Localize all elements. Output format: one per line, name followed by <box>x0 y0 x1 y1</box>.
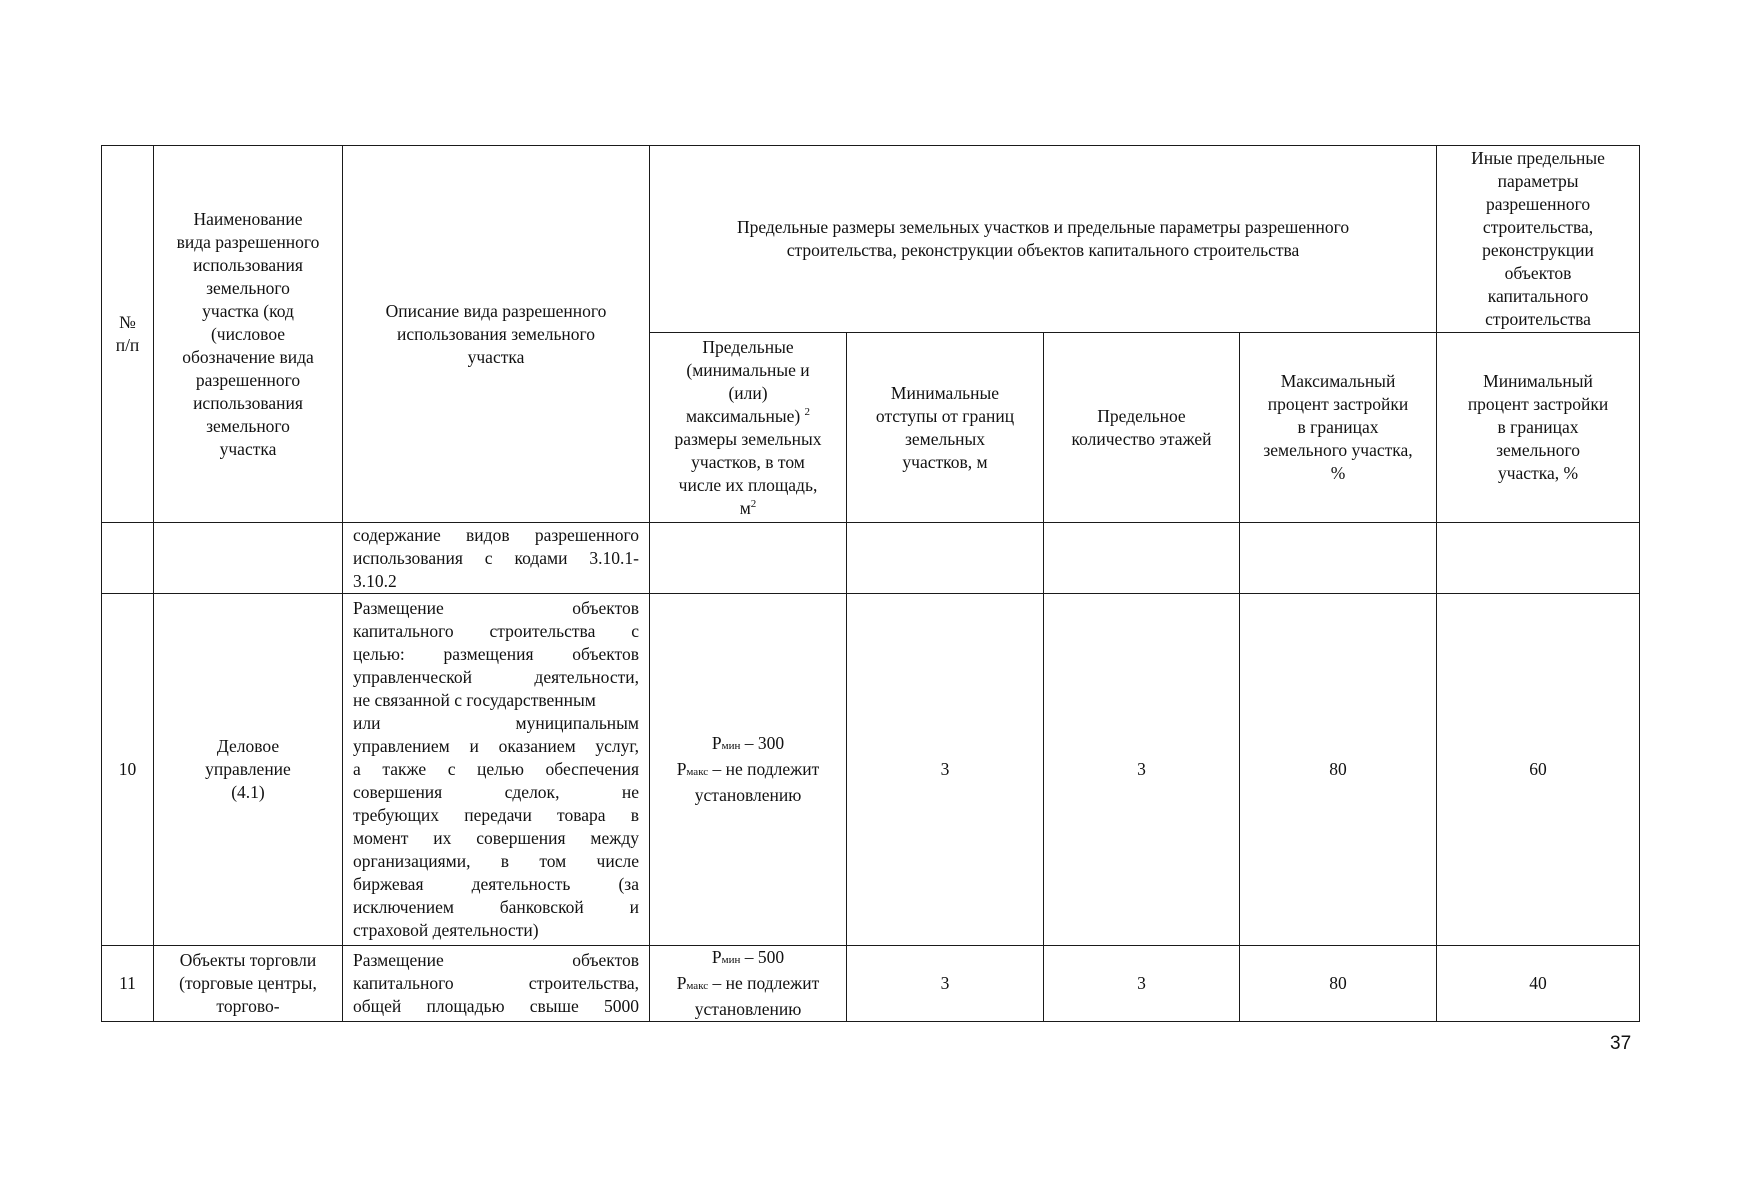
size-tail: установлению <box>694 785 802 805</box>
header-desc-line: Описание вида разрешенного <box>385 300 607 321</box>
row-name-line: торгово- <box>216 996 280 1016</box>
header-max-pct-line: % <box>1330 463 1346 483</box>
desc-line: общей площадью свыше 5000 <box>353 996 639 1016</box>
size-max <box>654 758 842 784</box>
row-no: 10 <box>102 594 154 946</box>
size-min-sub: мин <box>721 954 741 966</box>
size-min <box>654 946 842 972</box>
size-max-value: – не подлежит <box>708 973 820 993</box>
desc-line: капитального строительства, <box>353 973 639 993</box>
header-size-line: (минимальные и <box>686 359 810 380</box>
row-name <box>154 946 343 1022</box>
size-max-sub: макс <box>686 766 709 778</box>
header-size-line: размеры земельных <box>674 428 822 449</box>
size-min-value: – 500 <box>740 947 785 967</box>
desc-line: капитального строительства с <box>353 621 639 641</box>
header-min-pct-line: в границах <box>1497 417 1579 437</box>
header-other-line: Иные предельные <box>1471 148 1605 168</box>
row-desc <box>343 594 650 946</box>
header-no-line: № <box>119 312 136 332</box>
header-row-1 <box>102 146 1640 333</box>
size-min <box>654 732 842 758</box>
desc-line: страховой деятельности) <box>353 920 539 940</box>
header-desc <box>343 146 650 523</box>
desc-line: исключением банковской и <box>353 897 639 917</box>
row-setback: 3 <box>847 594 1044 946</box>
header-name-line: участка <box>219 438 277 459</box>
row-min-pct: 40 <box>1437 946 1640 1022</box>
row-size <box>650 594 847 946</box>
desc-line: 3.10.2 <box>353 570 397 591</box>
header-group-other <box>1437 146 1640 333</box>
desc-line: биржевая деятельность (за <box>353 874 639 894</box>
header-size-text: максимальные) <box>685 405 801 426</box>
size-min-label: Р <box>711 733 722 753</box>
desc-line: или муниципальным <box>353 713 639 733</box>
row-name <box>154 523 343 594</box>
header-name-line: разрешенного <box>195 369 301 390</box>
header-size-line: участков, в том <box>691 451 805 472</box>
desc-line: Размещение объектов <box>353 950 639 970</box>
header-setback-line: отступы от границ <box>875 405 1015 426</box>
header-desc-line: использования земельного <box>396 323 596 344</box>
page-number: 37 <box>1610 1033 1632 1054</box>
header-min-pct-line: Минимальный <box>1483 371 1593 391</box>
header-group-line: Предельные размеры земельных участков и предельные параметры разрешенного <box>736 217 1350 237</box>
desc-line: целью: размещения объектов <box>353 644 639 664</box>
size-min-value: – 300 <box>740 733 785 753</box>
row-desc <box>343 946 650 1022</box>
desc-line: Размещение объектов <box>353 598 639 618</box>
header-no-line: п/п <box>115 335 140 355</box>
header-max-pct-line: в границах <box>1297 417 1379 437</box>
row-min-pct <box>1437 523 1640 594</box>
desc-line: а также с целью обеспечения <box>353 759 639 779</box>
header-setback <box>847 333 1044 523</box>
row-size <box>650 523 847 594</box>
table-row <box>102 594 1640 946</box>
header-max-pct <box>1240 333 1437 523</box>
size-max-value: – не подлежит <box>708 759 820 779</box>
row-name-line: управление <box>205 759 291 779</box>
desc-line: организациями, в том числе <box>353 851 639 871</box>
header-size-line <box>654 497 842 520</box>
desc-line: не связанной с государственным <box>353 690 596 710</box>
row-name-line: (4.1) <box>231 782 265 802</box>
size-max <box>654 972 842 998</box>
header-other-line: разрешенного <box>1485 194 1591 214</box>
size-max-sub: макс <box>686 980 709 992</box>
header-max-pct-line: Максимальный <box>1280 371 1396 391</box>
desc-line: управленческой деятельности, <box>353 667 639 687</box>
header-floors-line: количество этажей <box>1071 428 1212 449</box>
row-name <box>154 594 343 946</box>
header-other-line: реконструкции <box>1482 240 1594 260</box>
row-max-pct: 80 <box>1240 594 1437 946</box>
row-min-pct: 60 <box>1437 594 1640 946</box>
row-name-line: Объекты торговли <box>179 950 317 970</box>
desc-line: содержание видов разрешенного <box>353 524 639 545</box>
header-other-line: капитального <box>1487 286 1589 306</box>
header-name-line: земельного <box>206 415 290 436</box>
unit-exponent: 2 <box>750 497 757 510</box>
header-min-pct-line: земельного <box>1496 440 1580 460</box>
size-min-sub: мин <box>721 740 741 752</box>
header-setback-line: земельных <box>904 428 986 449</box>
header-name-line: Наименование <box>193 208 303 229</box>
desc-line: момент их совершения между <box>353 828 639 848</box>
desc-line: использования с кодами 3.10.1- <box>353 547 639 568</box>
header-setback-line: участков, м <box>902 451 988 472</box>
size-tail: установлению <box>694 999 802 1019</box>
desc-line: требующих передачи товара в <box>353 805 639 825</box>
header-max-pct-line: земельного участка, <box>1263 440 1413 460</box>
row-floors <box>1044 523 1240 594</box>
header-group-limits <box>650 146 1437 333</box>
row-floors: 3 <box>1044 594 1240 946</box>
desc-line: совершения сделок, не <box>353 782 639 802</box>
table-row <box>102 523 1640 594</box>
header-min-pct-line: процент застройки <box>1467 394 1609 414</box>
header-other-line: параметры <box>1497 171 1579 191</box>
header-size-line: (или) <box>728 382 768 403</box>
size-max-label: Р <box>676 973 687 993</box>
header-size-line: числе их площадь, <box>678 474 818 495</box>
header-floors-line: Предельное <box>1097 405 1186 426</box>
header-no <box>102 146 154 523</box>
header-min-pct-line: участка, % <box>1497 463 1579 483</box>
table-row <box>102 946 1640 1022</box>
footnote-marker: 2 <box>804 405 811 418</box>
header-size-line <box>654 405 842 428</box>
header-group-line: строительства, реконструкции объектов капитального строительства <box>786 240 1300 260</box>
row-max-pct <box>1240 523 1437 594</box>
desc-line: управлением и оказанием услуг, <box>353 736 639 756</box>
row-size <box>650 946 847 1022</box>
land-use-table <box>101 145 1640 1022</box>
header-setback-line: Минимальные <box>890 382 1000 403</box>
row-name-line: Деловое <box>216 736 280 756</box>
header-other-line: объектов <box>1504 263 1572 283</box>
header-size <box>650 333 847 523</box>
row-floors: 3 <box>1044 946 1240 1022</box>
header-size-unit: м <box>739 497 751 518</box>
row-setback: 3 <box>847 946 1044 1022</box>
header-other-line: строительства, <box>1482 217 1594 237</box>
row-no <box>102 523 154 594</box>
header-name-line: использования <box>193 254 303 275</box>
header-name-line: (числовое <box>210 323 286 344</box>
row-desc <box>343 523 650 594</box>
header-floors <box>1044 333 1240 523</box>
header-name-line: участка (код <box>202 300 294 321</box>
size-min-label: Р <box>711 947 722 967</box>
size-max-label: Р <box>676 759 687 779</box>
header-name-line: обозначение вида <box>182 346 314 367</box>
header-other-line: строительства <box>1485 309 1591 329</box>
header-size-line: Предельные <box>702 336 794 357</box>
header-min-pct <box>1437 333 1640 523</box>
header-name-line: вида разрешенного <box>176 231 320 252</box>
row-setback <box>847 523 1044 594</box>
header-name-line: земельного <box>206 277 290 298</box>
header-max-pct-line: процент застройки <box>1267 394 1409 414</box>
row-max-pct: 80 <box>1240 946 1437 1022</box>
header-name-line: использования <box>193 392 303 413</box>
header-desc-line: участка <box>467 346 525 367</box>
row-no: 11 <box>102 946 154 1022</box>
header-name <box>154 146 343 523</box>
row-name-line: (торговые центры, <box>179 973 317 993</box>
